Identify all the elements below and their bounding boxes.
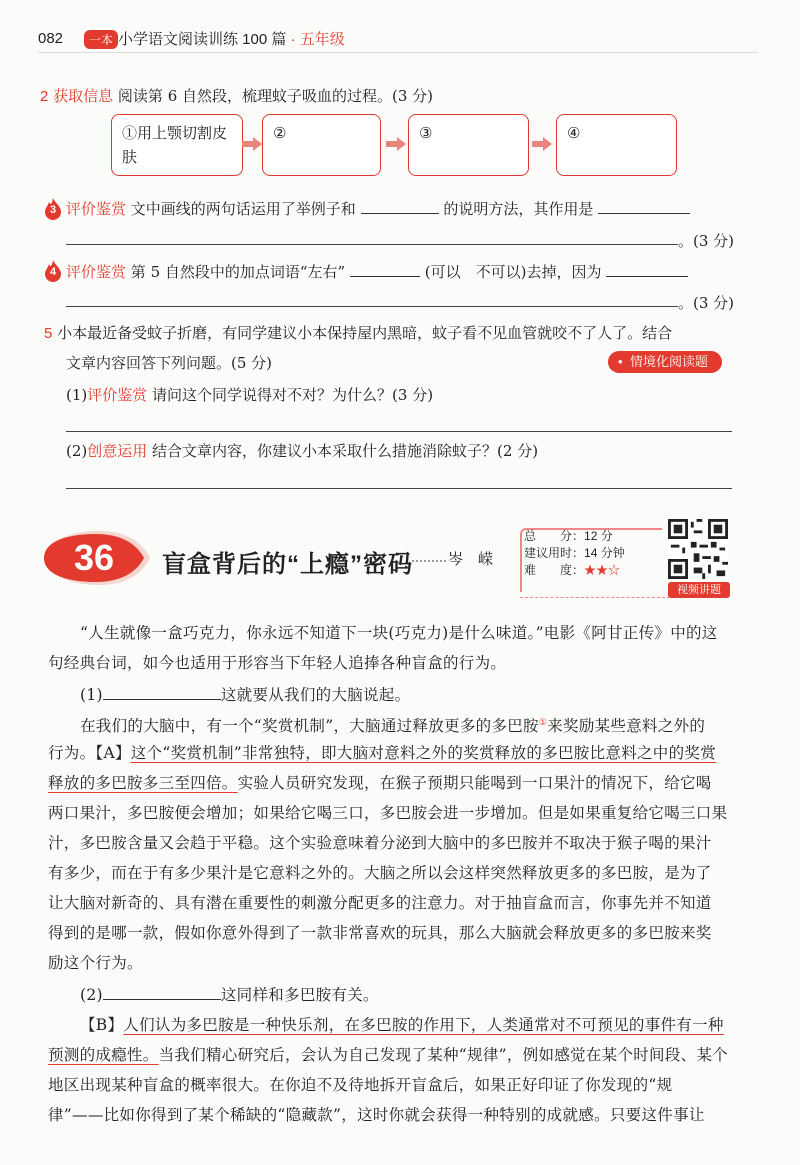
- book-name: 小学语文阅读训练 100 篇: [118, 31, 287, 48]
- para-3-line-8: 得到的是哪一款，假如你意外得到了一款非常喜欢的玩具，那么大脑就会释放更多的多巴胺来奖: [48, 924, 712, 942]
- arrow-right-icon: [242, 137, 262, 151]
- info-divider: [520, 597, 670, 598]
- arrow-right-icon: [532, 137, 552, 151]
- para-3-l3b: 实验人员研究发现，在猴子预期只能喝到一口果汁的情况下，给它喝: [237, 774, 712, 792]
- para-3-line-3: [48, 768, 712, 799]
- para-2-text: 这就要从我们的大脑说起。: [220, 686, 411, 704]
- page-number: 082: [38, 30, 64, 47]
- q2-number: 2: [40, 88, 49, 105]
- q3-blank-1[interactable]: [361, 199, 439, 214]
- para-3-l2a: 行为。【A】: [48, 744, 131, 762]
- situational-badge-label: 情境化阅读题: [630, 354, 709, 369]
- q2-text: 阅读第 6 自然段，梳理蚊子吸血的过程。(3 分): [117, 87, 434, 105]
- time-value: 14 分钟: [584, 546, 625, 560]
- para-3-l1a: 在我们的大脑中，有一个“奖赏机制”，大脑通过释放更多的多巴胺: [80, 717, 539, 736]
- answer-line[interactable]: [66, 306, 678, 307]
- para-1-line-1: “人生就像一盒巧克力，你永远不知道下一块(巧克力)是什么味道。”电影《阿甘正传》中的这: [80, 624, 718, 642]
- para-5-line-2: [48, 1040, 728, 1071]
- total-value: 12 分: [584, 529, 613, 543]
- q5-sub1-tag: 评价鉴赏: [87, 387, 148, 404]
- time-label: 建议用时：: [524, 546, 585, 560]
- answer-line[interactable]: [66, 431, 732, 432]
- q4-text-a: 第 5 自然段中的加点词语“左右”: [130, 263, 346, 281]
- q5-text-1: 小本最近备受蚊子折磨，有同学建议小本保持屋内黑暗，蚊子看不见血管就咬不了人了。结合: [57, 324, 673, 342]
- lesson-info: [524, 528, 654, 579]
- answer-line[interactable]: [66, 244, 678, 245]
- arrow-right-icon: [386, 137, 406, 151]
- grade-separator: ·: [290, 31, 296, 48]
- para-5-l1a: 【B】: [80, 1016, 124, 1034]
- q5-sub2: [66, 440, 538, 463]
- para-4-text: 这同样和多巴胺有关。: [220, 986, 379, 1004]
- q4-blank-2[interactable]: [606, 262, 688, 277]
- q5-sub1-text: 请问这个同学说得对不对？为什么？(3 分): [152, 386, 434, 404]
- q5-sub2-text: 结合文章内容，你建议小本采取什么措施消除蚊子？(2 分): [152, 442, 539, 460]
- para-3-line-9: 励这个行为。: [48, 954, 143, 972]
- q5-sub1: [66, 384, 433, 407]
- lesson-author: 岑 嵘: [448, 550, 494, 568]
- q3-number: 3: [49, 204, 57, 216]
- q4-text-b: (可以 不可以)去掉，因为: [424, 263, 602, 281]
- difficulty-label: 难 度：: [524, 563, 585, 577]
- para-2: [80, 680, 410, 711]
- q3-blank-2[interactable]: [598, 199, 690, 214]
- difficulty-stars: ★★☆: [584, 563, 621, 577]
- underlined-sentence-a: 这个“奖赏机制”非常独特，即大脑对意料之外的奖赏释放的多巴胺比意料之中的奖赏: [130, 744, 717, 762]
- flow-step-2[interactable]: ②: [262, 114, 381, 176]
- q5-number: 5: [44, 325, 53, 342]
- flow-step-3[interactable]: ③: [408, 114, 529, 176]
- q2-tag: 获取信息: [53, 88, 114, 105]
- lesson-number: 36: [73, 537, 115, 578]
- title-author-leader: [412, 560, 446, 562]
- article-blank-1[interactable]: [103, 685, 221, 700]
- question-2: [40, 85, 433, 108]
- blank-1-label: (1): [80, 686, 103, 704]
- q3-end: 。(3 分): [678, 232, 735, 250]
- flame-icon: [44, 198, 62, 220]
- q3-tag: 评价鉴赏: [66, 201, 127, 218]
- q4-number: 4: [49, 266, 57, 278]
- q4-blank-1[interactable]: [350, 262, 420, 277]
- article-blank-2[interactable]: [103, 985, 221, 1000]
- video-explain-label[interactable]: 视频讲题: [668, 582, 730, 598]
- para-3-line-1: [80, 708, 705, 742]
- para-5-l2b: 当我们精心研究后，会认为自己发现了某种“规律”，例如感觉在某个时间段、某个: [158, 1046, 729, 1064]
- grade: 五年级: [299, 31, 345, 48]
- para-3-line-5: 汁，多巴胺含量又会趋于平稳。这个实验意味着分泌到大脑中的多巴胺并不取决于猴子喝的果汁: [48, 834, 712, 852]
- lesson-title: 盲盒背后的“上瘾”密码: [162, 551, 413, 578]
- flow-step-1: ①用上颚切割皮肤: [111, 114, 243, 176]
- q3-text-a: 文中画线的两句话运用了举例子和: [130, 200, 356, 218]
- para-5-line-1: [80, 1010, 724, 1041]
- underlined-sentence-a-end: 释放的多巴胺多三至四倍。: [48, 774, 238, 792]
- para-5-line-3: 地区出现某种盲盒的概率很大。在你迫不及待地拆开盲盒后，如果正好印证了你发现的“规: [48, 1076, 673, 1094]
- q4-tag: 评价鉴赏: [66, 264, 127, 281]
- para-3-line-2: [48, 738, 716, 769]
- para-3-line-7: 让大脑对新奇的、具有潜在重要性的刺激分配更多的注意力。对于抽盲盒而言，你事先并不知道: [48, 894, 712, 912]
- total-label: 总 分：: [524, 529, 585, 543]
- q5-sub2-prefix: (2): [66, 442, 88, 460]
- para-4: [80, 980, 379, 1011]
- question-3: [66, 198, 690, 221]
- flow-step-4[interactable]: ④: [556, 114, 677, 176]
- para-3-line-6: 有多少，而在于有多少果汁是它意料之外的。大脑之所以会这样突然释放更多的多巴胺，是为了: [48, 864, 712, 882]
- question-4: [66, 261, 688, 284]
- para-3-line-4: 两口果汁，多巴胺便会增加；如果给它喝三口，多巴胺会进一步增加。但是如果重复给它喝三口果: [48, 804, 728, 822]
- qr-code-icon[interactable]: [668, 519, 728, 579]
- book-title: [118, 28, 345, 49]
- underlined-sentence-b: 人们认为多巴胺是一种快乐剂，在多巴胺的作用下，人类通常对不可预见的事件有一种: [123, 1016, 724, 1034]
- header-divider: [38, 52, 758, 53]
- para-3-l1b: 来奖励某些意料之外的: [547, 717, 706, 736]
- para-1-line-2: 句经典台词，如今也适用于形容当下年轻人追捧各种盲盒的行为。: [48, 654, 507, 672]
- situational-badge: [608, 351, 722, 373]
- brand-badge: 一本: [84, 30, 118, 49]
- q5-sub2-tag: 创意运用: [87, 443, 148, 460]
- q3-text-b: 的说明方法，其作用是: [443, 200, 594, 218]
- q5-text-2: 文章内容回答下列问题。(5 分): [66, 354, 273, 372]
- para-5-line-4: 律”——比如你得到了某个稀缺的“隐藏款”，这时你就会获得一种特别的成就感。只要这件事让: [48, 1106, 705, 1124]
- underlined-sentence-b-end: 预测的成瘾性。: [48, 1046, 159, 1064]
- answer-line[interactable]: [66, 488, 732, 489]
- q5-sub1-prefix: (1): [66, 386, 88, 404]
- q4-end: 。(3 分): [678, 294, 735, 312]
- dot-icon: •: [618, 354, 623, 369]
- blank-2-label: (2): [80, 986, 103, 1004]
- flame-icon: [44, 260, 62, 282]
- question-5-line1: [44, 322, 672, 345]
- footnote-marker[interactable]: ①: [538, 718, 548, 728]
